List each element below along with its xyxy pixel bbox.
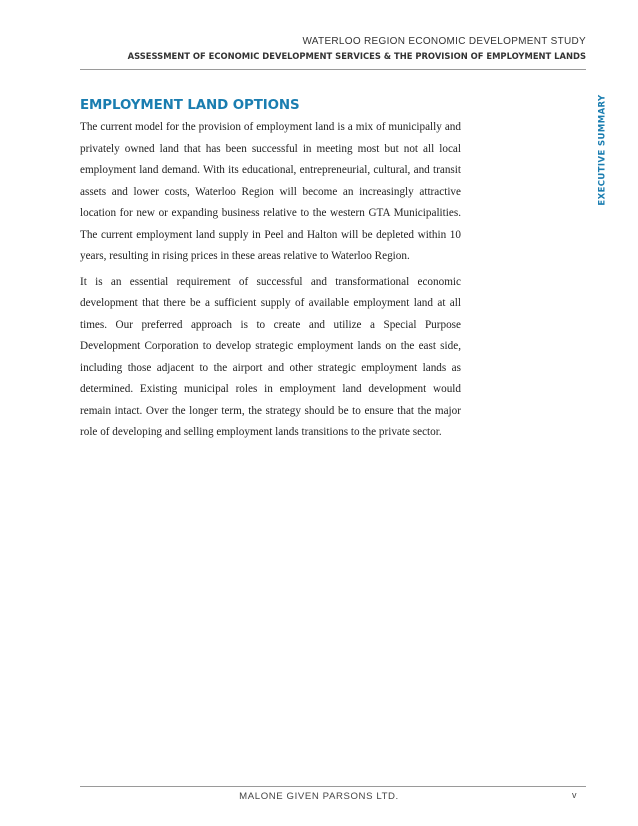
side-section-label-text: EXECUTIVE SUMMARY	[598, 94, 609, 206]
side-section-label	[593, 90, 613, 210]
section-heading: EMPLOYMENT LAND OPTIONS	[80, 98, 300, 113]
main-content	[80, 98, 461, 448]
header-title: WATERLOO REGION ECONOMIC DEVELOPMENT STUDY	[302, 36, 586, 47]
header-divider	[80, 69, 586, 70]
page-number: v	[572, 790, 577, 800]
paragraph-1: The current model for the provision of employment land is a mix of municipally and privately owned land that has been successful in meeting most but not all local employment land demand. With its educational, entrepreneurial, cultural, and transit assets and lower costs, Waterloo Region will become an increasingly attractive location for new or expanding business relative to the western GTA Municipalities. The current employment land supply in Peel and Halton will be depleted within 10 years, resulting in rising prices in these areas relative to Waterloo Region.	[80, 121, 461, 262]
header-subtitle: ASSESSMENT OF ECONOMIC DEVELOPMENT SERVICES & THE PROVISION OF EMPLOYMENT LANDS	[127, 51, 586, 61]
footer-company-name: MALONE GIVEN PARSONS LTD.	[239, 791, 399, 802]
paragraph-2: It is an essential requirement of successful and transformational economic development that there be a sufficient supply of available employment land at all times. Our preferred approach is to create and utilize a Special Purpose Development Corporation to develop strategic employment lands on the east side, including those adjacent to the airport and other strategic employment lands as determined. Existing municipal roles in employment land development would remain intact. Over the longer term, the strategy should be to ensure that the major role of developing and selling employment lands transitions to the private sector.	[80, 275, 461, 438]
footer-divider	[80, 786, 586, 787]
